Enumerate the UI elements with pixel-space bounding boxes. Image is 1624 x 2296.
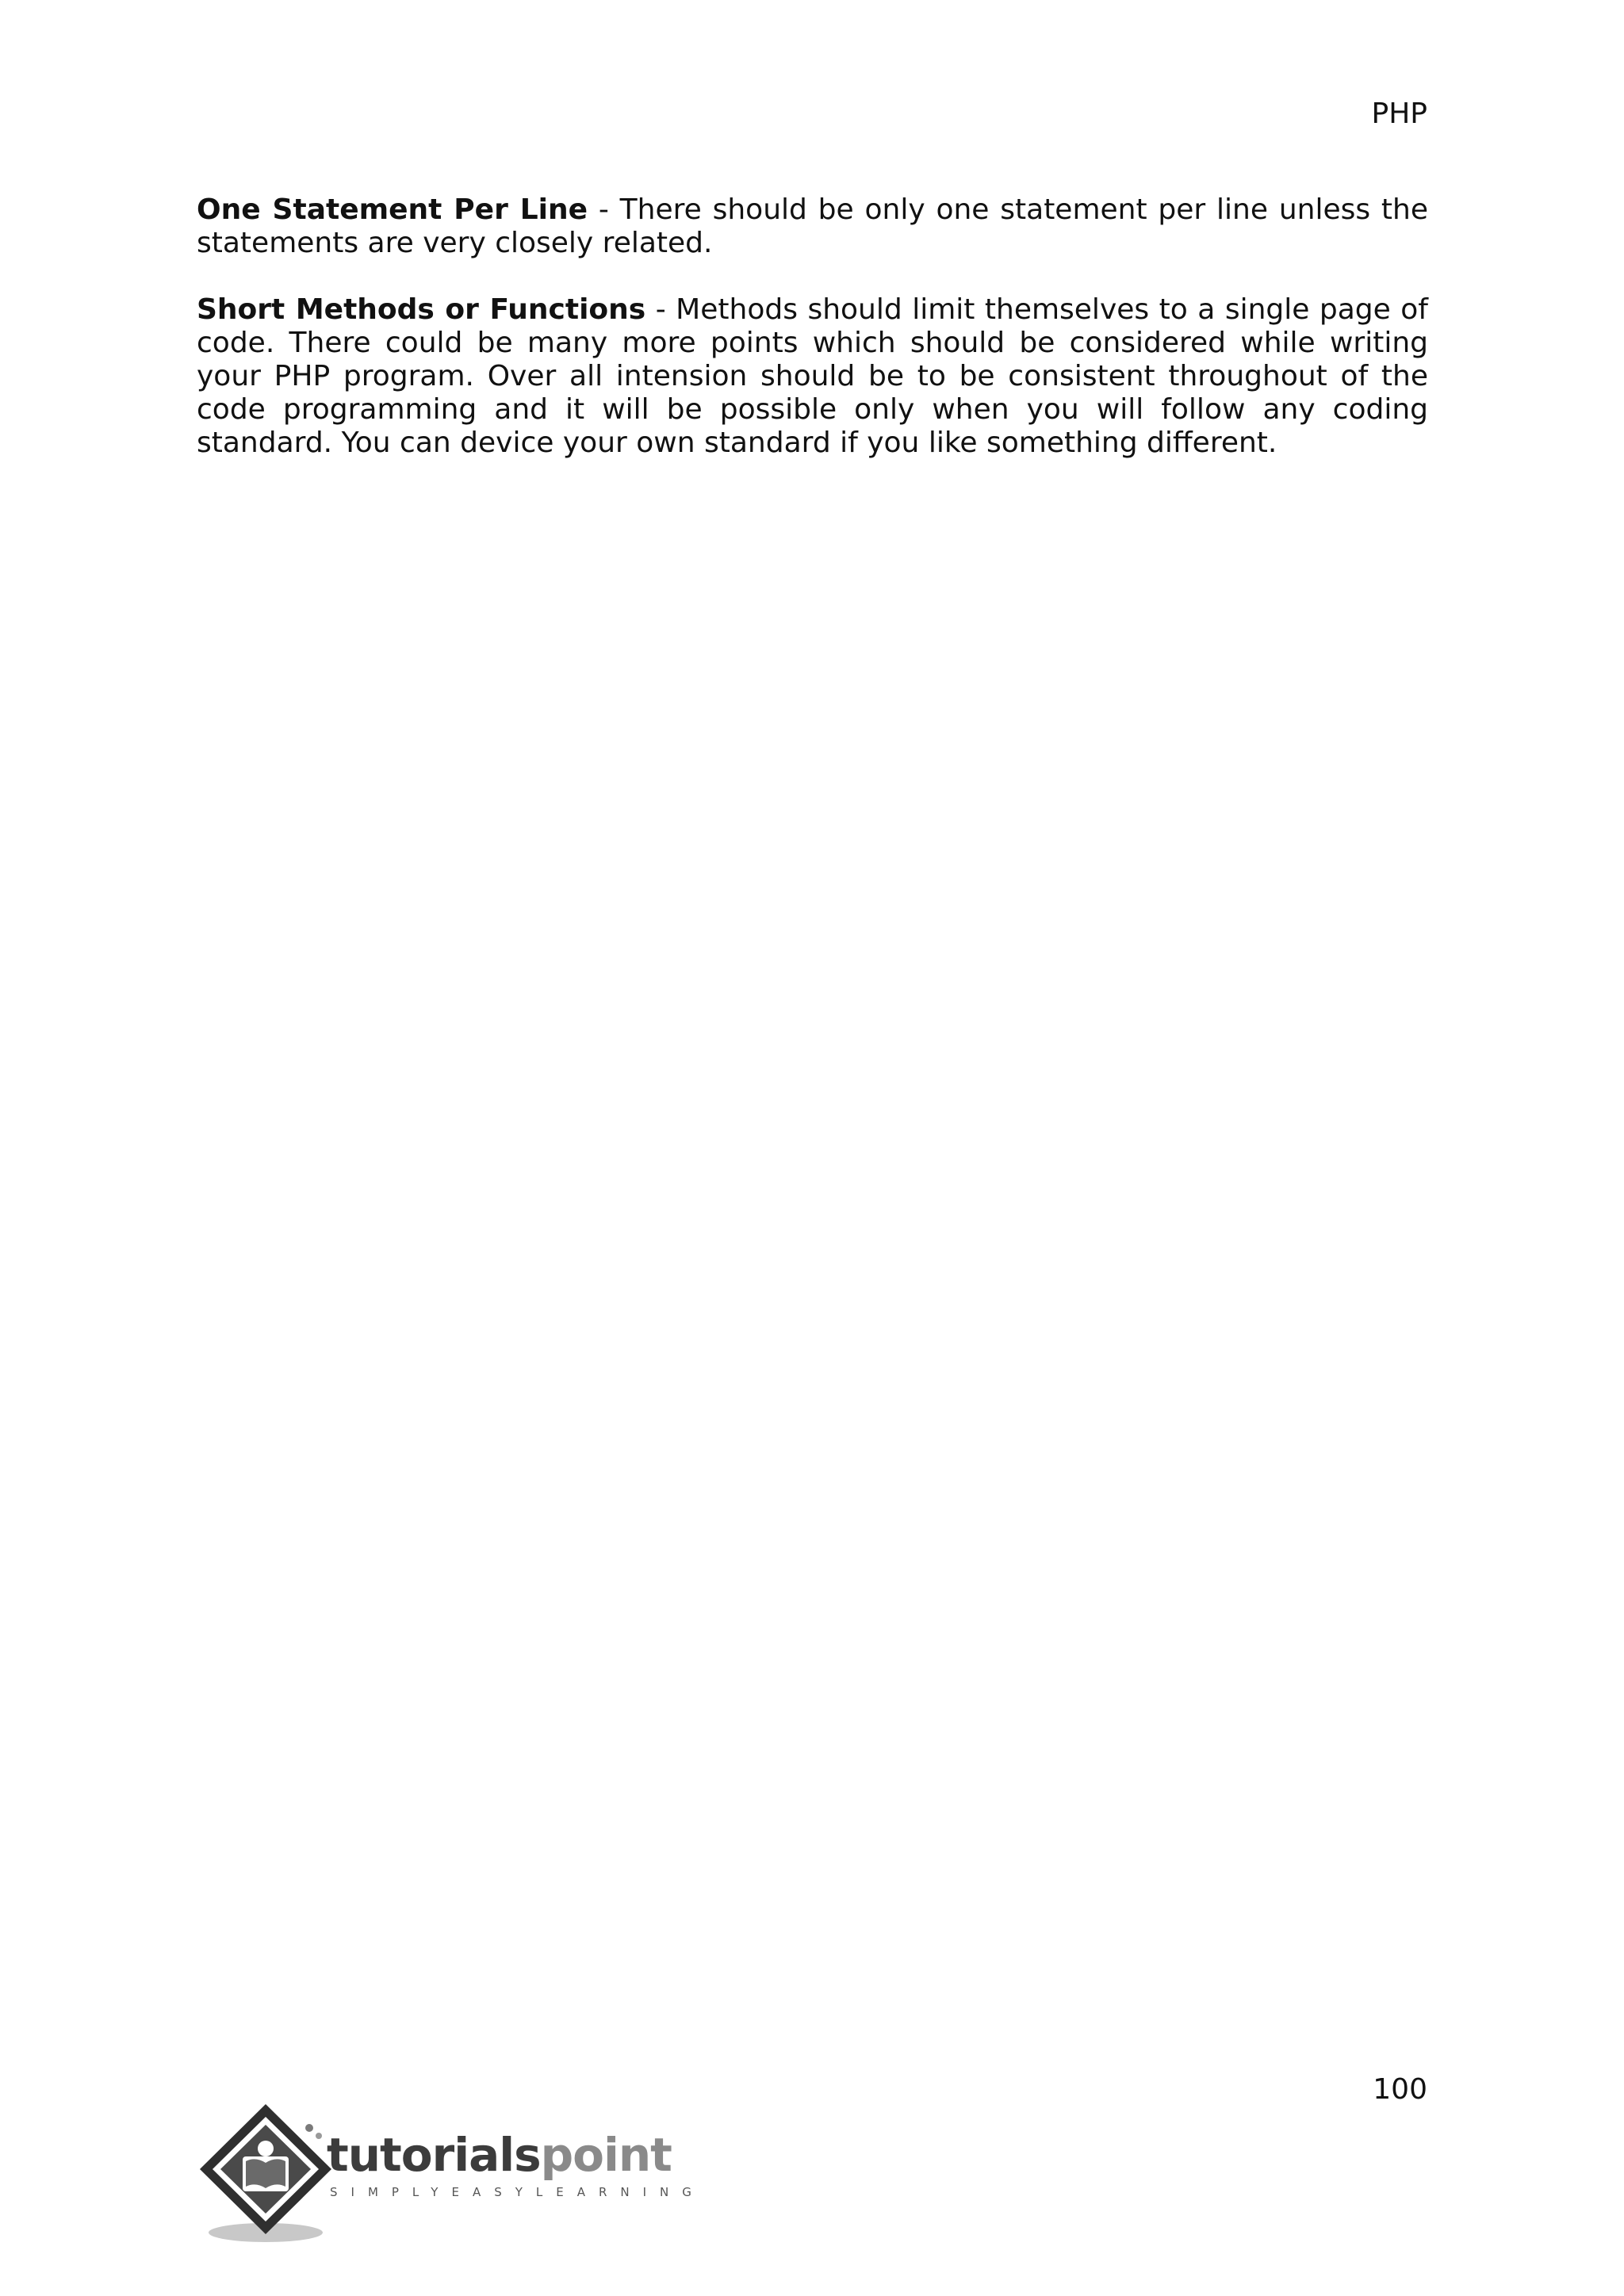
- paragraph-one-statement: [197, 193, 1428, 260]
- logo-wordmark-dark: tutorials: [327, 2128, 541, 2182]
- running-header: PHP: [1371, 98, 1427, 130]
- tutorialspoint-logo: [190, 2098, 705, 2248]
- paragraph-short-methods: [197, 293, 1428, 460]
- logo-wordmark-light: point: [540, 2128, 672, 2182]
- page-number: 100: [1373, 2073, 1427, 2106]
- definition-one-statement: - There should be only one statement per line unless the statements are very closely related.: [197, 193, 1429, 259]
- document-body: [197, 193, 1428, 493]
- term-one-statement: One Statement Per Line: [197, 193, 588, 226]
- tutorialspoint-logo-icon: [190, 2098, 349, 2248]
- definition-short-methods: - Methods should limit themselves to a single page of code. There could be many more points which should be considered while writing your PHP program. Over all intension should be to be consistent throughout of the code programming and it will be possible only when you will follow any coding standard. You can device your own standard if you like something different.: [197, 293, 1428, 459]
- logo-tagline: SIMPLYEASYLEARNING: [330, 2185, 705, 2199]
- logo-wordmark: [327, 2130, 672, 2180]
- term-short-methods: Short Methods or Functions: [197, 293, 646, 326]
